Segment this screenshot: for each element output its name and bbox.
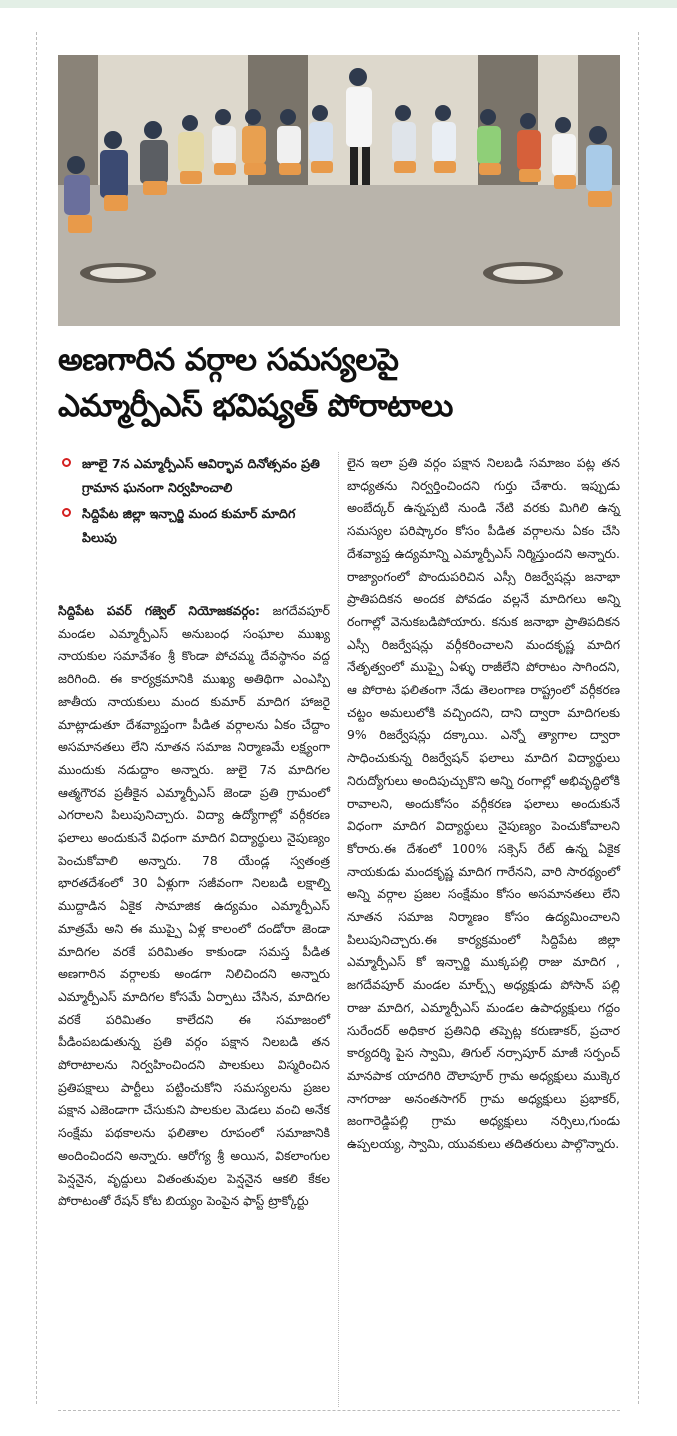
news-photo	[58, 55, 620, 326]
bullet-text: జూలై 7న ఎమ్మార్పీఎస్ ఆవిర్భావ దినోత్సవం ప్రతి గ్రామాన ఘనంగా నిర్వహించాలి	[82, 456, 320, 495]
dateline: సిద్దిపేట పవర్ గజ్వెల్ నియోజకవర్గం:	[58, 603, 260, 618]
bullet-item	[58, 452, 330, 500]
bullet-text: సిద్దిపేట జిల్లా ఇన్చార్జి మంద కుమార్ మాదిగ పిలుపు	[82, 506, 296, 545]
bullet-ring-icon	[62, 508, 71, 517]
article-column-left	[58, 600, 330, 1213]
bullet-ring-icon	[62, 458, 71, 467]
headline-line-1: అణగారిన వర్గాల సమస్యలపై	[58, 342, 399, 378]
bottom-rule	[58, 1410, 620, 1411]
headline-line-2: ఎమ్మార్పీఎస్ భవిష్యత్ పోరాటాలు	[58, 388, 453, 424]
headline	[58, 337, 628, 429]
top-band	[0, 0, 677, 8]
article-body-right: లైన ఇలా ప్రతి వర్గం పక్షాన నిలబడి సమాజం పట్ల తన బాధ్యతను నిర్వర్తించిందని గుర్తు చేశారు. ఇప్పుడు అంబేద్కర్ ఉన్నప్పటి నుండి నేటి వరకు మిగిలి ఉన్న సమస్యల పరిష్కారం కోసం పీడిత వర్గాలను ఏకం చేసి దేశవ్యాప్త ఉద్యమాన్ని ఎమ్మార్పీఎస్ నిర్మిస్తుందని అన్నారు. రాజ్యాంగంలో పొందుపరిచిన ఎస్సీ రిజర్వేషన్లు జనాభా ప్రాతిపదికన అందక పోవడం వల్లనే మాదిగలు అన్ని రంగాల్లో వెనుకబడిపోయారు. కనుక జనాభా ప్రాతిపదికన ఎస్సీ రిజర్వేషన్లు వర్గీకరించాలని మందకృష్ణ మాదిగ నేతృత్వంలో ముప్పై ఏళ్ళు రాజీలేని పోరాటం సాగిందని, ఆ పోరాట ఫలితంగా నేడు తెలంగాణ రాష్ట్రంలో వర్గీకరణ చట్టం అమలులోకి వచ్చిందని, దాని ద్వారా మాదిగలకు 9% రిజర్వేషన్లు దక్కాయి. ఎన్నో త్యాగాల ద్వారా సాధించుకున్న రిజర్వేషన్ ఫలాలు మాదిగ విద్యార్థులు నిరుద్యోగులు అందిపుచ్చుకొని అన్ని రంగాల్లో అభివృద్ధిలోకి రావాలని, అందుకోసం వర్గీకరణ ఫలాలు అందుకునే విధంగా మాదిగ విద్యార్థులు నైపుణ్యం పెంచుకోవాలని కోరారు.ఈ దేశంలో 100% సక్సెస్ రేట్ ఉన్న ఏకైక నాయకుడు మందకృష్ణ మాదిగ గారేనని, వారి సారథ్యంలో అన్ని వర్గాల ప్రజల సంక్షేమం కోసం అసమానతలు లేని నూతన సమాజ నిర్మాణం కోసం ఉద్యమించాలని పిలుపునిచ్చారు.ఈ కార్యక్రమంలో సిద్దిపేట జిల్లా ఎమ్మార్పీఎస్ కో ఇన్చార్జి ముక్కపల్లి రాజు మాదిగ , జగదేవపూర్ మండల మార్ప్స్ అధ్యక్షుడు పోసాన్ పల్లి రాజు మాదిగ, ఎమ్మార్పీఎస్ మండల ఉపాధ్యక్షులు గద్దం సురేందర్ అధికార ప్రతినిధి తప్పెట్ల కరుణాకర్, ప్రచార కార్యదర్శి పైస స్వామి, తిగుల్ నర్సాపూర్ మాజీ సర్పంచ్ మానపాక యాదగిరి దౌలాపూర్ గ్రామ అధ్యక్షులు ముక్కెర నాగరాజు అనంతసాగర్ గ్రామ అధ్యక్షులు ప్రభాకర్, జంగారెడ్డిపల్లి గ్రామ అధ్యక్షులు నర్సిలు,గుండు ఉప్పలయ్య, స్వామి, యువకులు తదితరులు పాల్గొన్నారు.	[347, 455, 620, 1152]
bullet-item	[58, 502, 330, 550]
column-divider	[338, 452, 339, 1407]
article-column-right	[347, 452, 620, 1156]
highlight-bullets	[58, 452, 330, 552]
article-body-left: జగదేవపూర్ మండల ఎమ్మార్పీఎస్ అనుబంధ సంఘాల ముఖ్య నాయకుల సమావేశం శ్రీ కొండా పోచమ్మ దేవస్థానం వద్ద జరిగింది. ఈ కార్యక్రమానికి ముఖ్య అతిథిగా ఎంఎస్పి జాతీయ నాయకులు మంద కుమార్ మాదిగ హాజరై మాట్లాడుతూ దేశవ్యాప్తంగా పీడిత వర్గాలను ఏకం చేద్దాం అసమానతలు లేని నూతన సమాజ నిర్మాణమే లక్ష్యంగా ముందుకు నడుద్దాం అన్నారు. జులై 7న మాదిగల ఆత్మగౌరవ ప్రతీకైన ఎమ్మార్పీఎస్ జెండా ప్రతి గ్రామంలో ఎగరాలని పిలుపునిచ్చారు. విద్యా ఉద్యోగాల్లో వర్గీకరణ ఫలాలు అందుకునే విధంగా మాదిగ విద్యార్థులు నైపుణ్యం పెంచుకోవాలి అన్నారు. 78 యేండ్ల స్వతంత్ర భారతదేశంలో 30 ఏళ్లుగా సజీవంగా నిలబడి లక్షాల్ని ముద్దాడిన ఏకైక సామాజిక ఉద్యమం ఎమ్మార్పీఎస్ మాత్రమే అని ఈ ముప్పై ఏళ్ల కాలంలో దండోరా జెండా మాదిగల వరకే పరిమితం కాకుండా సమస్త పీడిత అణగారిన వర్గాలకు అండగా నిలిచిందని అన్నారు ఎమ్మార్పీఎస్ మాదిగల కోసమే ఏర్పాటు చేసిన, మాదిగల వరకే పరిమితం కాలేదని ఈ సమాజంలో పీడింపబడుతున్న ప్రతి వర్గం పక్షాన నిలబడి తన పోరాటాలను నిర్వహించిందని పాలకులు విస్మరించిన ప్రతిపక్షాలు పార్టీలు పట్టించుకోని సమస్యలను ప్రజల పక్షాన ఎజెండాగా చేసుకుని పాలకుల మెడలు వంచి అనేక సంక్షేమ పథకాలను ఫలితాల రూపంలో సమాజానికి అందించిందని అన్నారు. ఆరోగ్య శ్రీ అయిన, వికలాంగుల పెన్షనైన, వృద్దులు వితంతువుల పెన్షనైన ఆకలి కేకల పోరాటంతో రేషన్ కోట బియ్యం పెంపైన ఫాస్ట్ ట్రాక్కోర్టు	[58, 603, 330, 1209]
